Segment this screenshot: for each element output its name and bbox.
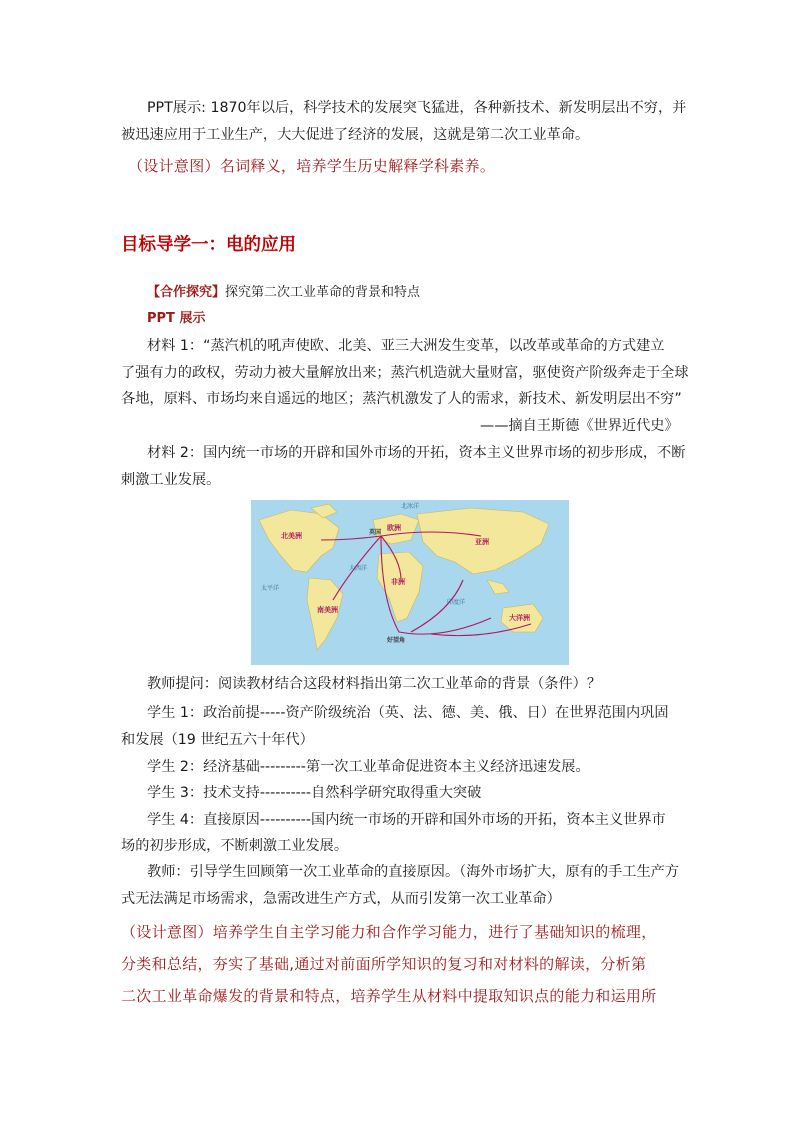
world-trade-map: [251, 500, 569, 665]
coop-text: 探究第二次工业革命的背景和特点: [225, 285, 421, 300]
material1-line-1: 材料 1：“蒸汽机的吼声使欧、北美、亚三大洲发生变革，以改革或革命的方式建立: [147, 338, 665, 354]
material1-line-2: 了强有力的政权，劳动力被大量解放出来；蒸汽机造就大量财富，驱使资产阶级奔走于全球: [121, 365, 689, 381]
material2-line-1: 材料 2：国内统一市场的开辟和国外市场的开拓，资本主义世界市场的初步形成，不断: [147, 445, 686, 461]
student3: 学生 3：技术支持----------自然科学研究取得重大突破: [147, 785, 482, 801]
label-arctic: 北冰洋: [401, 503, 420, 510]
teacher-line-2: 式无法满足市场需求，急需改进生产方式，从而引发第一次工业革命）: [121, 891, 561, 907]
coop-line: [147, 283, 420, 303]
ppt-label: PPT 展示: [147, 311, 206, 326]
material1-source: ——摘自王斯德《世界近代史》: [480, 418, 679, 434]
student4-line-1: 学生 4：直接原因----------国内统一市场的开辟和国外市场的开拓，资本主义世界市: [147, 812, 666, 828]
label-pacific: 太平洋: [261, 585, 280, 592]
student4-line-2: 场的初步形成，不断刺激工业发展。: [121, 838, 349, 854]
teacher-question: 教师提问：阅读教材结合这段材料指出第二次工业革命的背景（条件）？: [147, 676, 602, 692]
label-oceania: 大洋洲: [509, 614, 530, 622]
coop-tag: 【合作探究】: [147, 285, 226, 300]
design-intent-2-line-2: 分类和总结，夯实了基础,通过对前面所学知识的复习和对材料的解读，分析第: [121, 955, 647, 973]
label-indian: 印度洋: [447, 599, 466, 606]
label-asia: 亚洲: [475, 538, 489, 546]
material1-line-3: 各地，原料、市场均来自遥远的地区；蒸汽机激发了人的需求，新技术、新发明层出不穷”: [121, 391, 682, 407]
label-atlantic: 大西洋: [349, 565, 368, 572]
teacher-line-1: 教师：引导学生回顾第一次工业革命的直接原因。（海外市场扩大，原有的手工生产方: [147, 864, 680, 880]
label-north-america: 北美洲: [281, 532, 302, 540]
design-intent-2-line-3: 二次工业革命爆发的背景和特点，培养学生从材料中提取知识点的能力和运用所: [121, 987, 657, 1005]
label-south-america: 南美洲: [317, 606, 338, 614]
section-title: 目标导学一：电的应用: [121, 235, 296, 255]
design-intent-2-line-1: （设计意图）培养学生自主学习能力和合作学习能力，进行了基础知识的梳理，: [121, 923, 657, 941]
student1-line-1: 学生 1：政治前提-----资产阶级统治（英、法、德、美、俄、日）在世界范围内巩固: [147, 705, 669, 721]
intro-line-2: 被迅速应用于工业生产，大大促进了经济的发展，这就是第二次工业革命。: [121, 127, 590, 143]
label-africa: 非洲: [391, 578, 405, 586]
design-intent-1: （设计意图）名词释义，培养学生历史解释学科素养。: [128, 157, 496, 175]
student2: 学生 2：经济基础---------第一次工业革命促进资本主义经济迅速发展。: [147, 759, 590, 775]
label-britain: 英国: [369, 529, 382, 536]
label-europe: 欧洲: [387, 524, 401, 532]
material2-line-2: 刺激工业发展。: [121, 472, 221, 488]
intro-line-1: PPT展示: 1870年以后，科学技术的发展突飞猛进，各种新技术、新发明层出不穷，并: [147, 100, 687, 116]
label-cape: 好望角: [387, 637, 406, 644]
student1-line-2: 和发展（19 世纪五六十年代）: [121, 732, 314, 748]
